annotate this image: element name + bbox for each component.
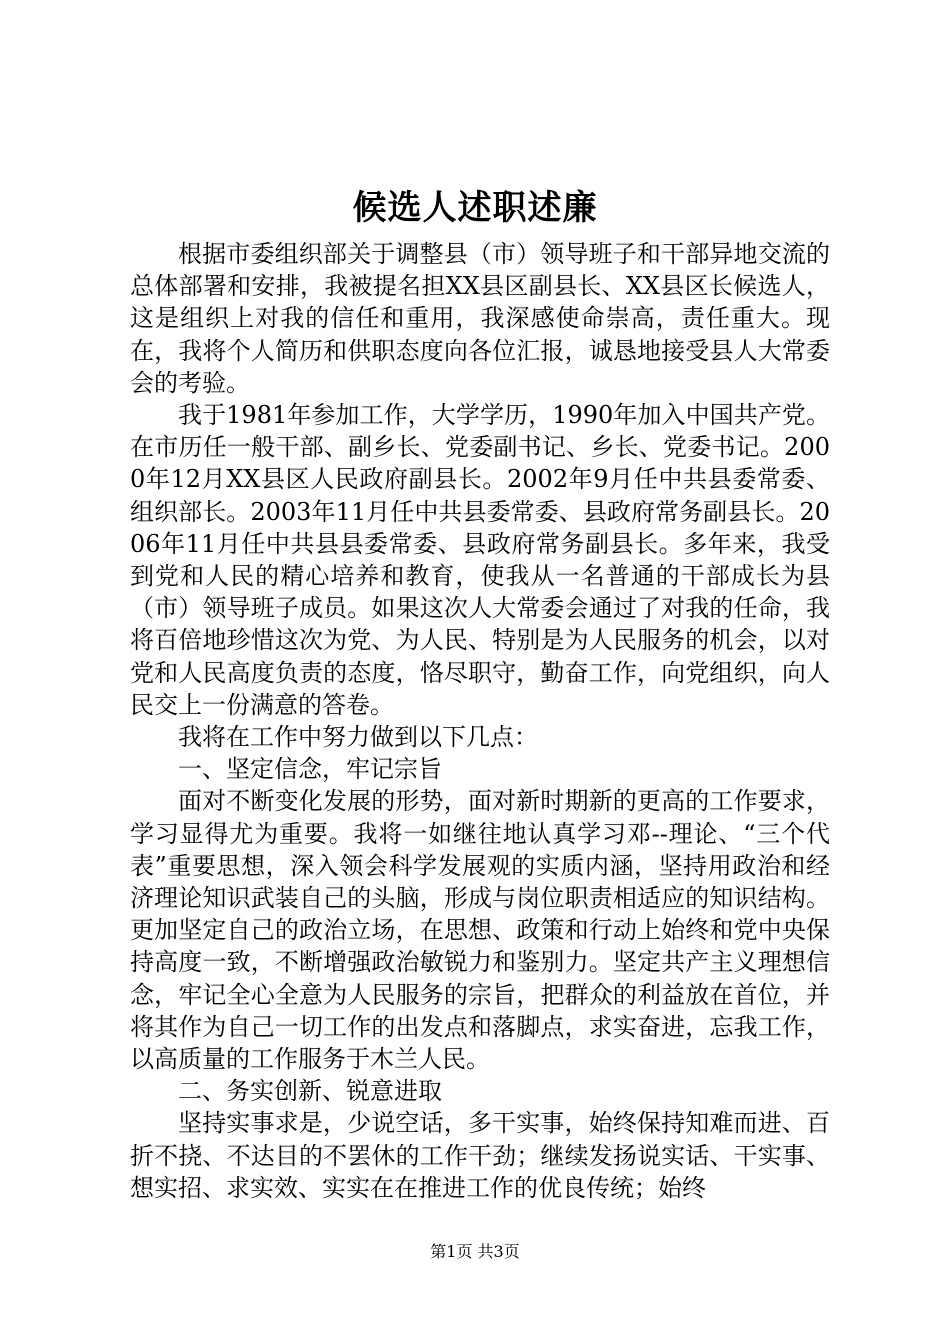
- paragraph-section-1: 面对不断变化发展的形势，面对新时期新的更高的工作要求，学习显得尤为重要。我将一如继往地认真学习邓--理论、“三个代表”重要思想，深入领会科学发展观的实质内涵，坚持用政治和经济理论知识武装自己的头脑，形成与岗位职责相适应的知识结构。更加坚定自己的政治立场，在思想、政策和行动上始终和党中央保持高度一致，不断增强政治敏锐力和鉴别力。坚定共产主义理想信念，牢记全心全意为人民服务的宗旨，把群众的利益放在首位，并将其作为自己一切工作的出发点和落脚点，求实奋进，忘我工作，以高质量的工作服务于木兰人民。: [130, 787, 830, 1074]
- page-number-footer: 第1页 共3页: [430, 1242, 520, 1261]
- section-heading-2: 二、务实创新、锐意进取: [178, 1077, 442, 1106]
- section-heading-1: 一、坚定信念，牢记宗旨: [178, 755, 442, 784]
- paragraph-lead-in: 我将在工作中努力做到以下几点：: [178, 723, 538, 752]
- document-body: [130, 238, 830, 1204]
- document-title: 候选人述职述廉: [352, 188, 598, 228]
- paragraph-resume: 我于1981年参加工作，大学学历，1990年加入中国共产党。在市历任一般干部、副乡长、党委副书记、乡长、党委书记。2000年12月XX县区人民政府副县长。2002年9月任中共县委常委、组织部长。2003年11月任中共县委常委、县政府常务副县长。2006年11月任中共县县委常委、县政府常务副县长。多年来，我受到党和人民的精心培养和教育，使我从一名普通的干部成长为县（市）领导班子成员。如果这次人大常委会通过了对我的任命，我将百倍地珍惜这次为党、为人民、特别是为人民服务的机会，以对党和人民高度负责的态度，恪尽职守，勤奋工作，向党组织，向人民交上一份满意的答卷。: [130, 401, 830, 719]
- paragraph-intro: 根据市委组织部关于调整县（市）领导班子和干部异地交流的总体部署和安排，我被提名担XX县区副县长、XX县区长候选人，这是组织上对我的信任和重用，我深感使命崇高，责任重大。现在，我将个人简历和供职态度向各位汇报，诚恳地接受县人大常委会的考验。: [130, 240, 830, 397]
- paragraph-section-2: 坚持实事求是，少说空话，多干实事，始终保持知难而进、百折不挠、不达目的不罢休的工作干劲；继续发扬说实话、干实事、想实招、求实效、实实在在推进工作的优良传统；始终: [130, 1109, 830, 1202]
